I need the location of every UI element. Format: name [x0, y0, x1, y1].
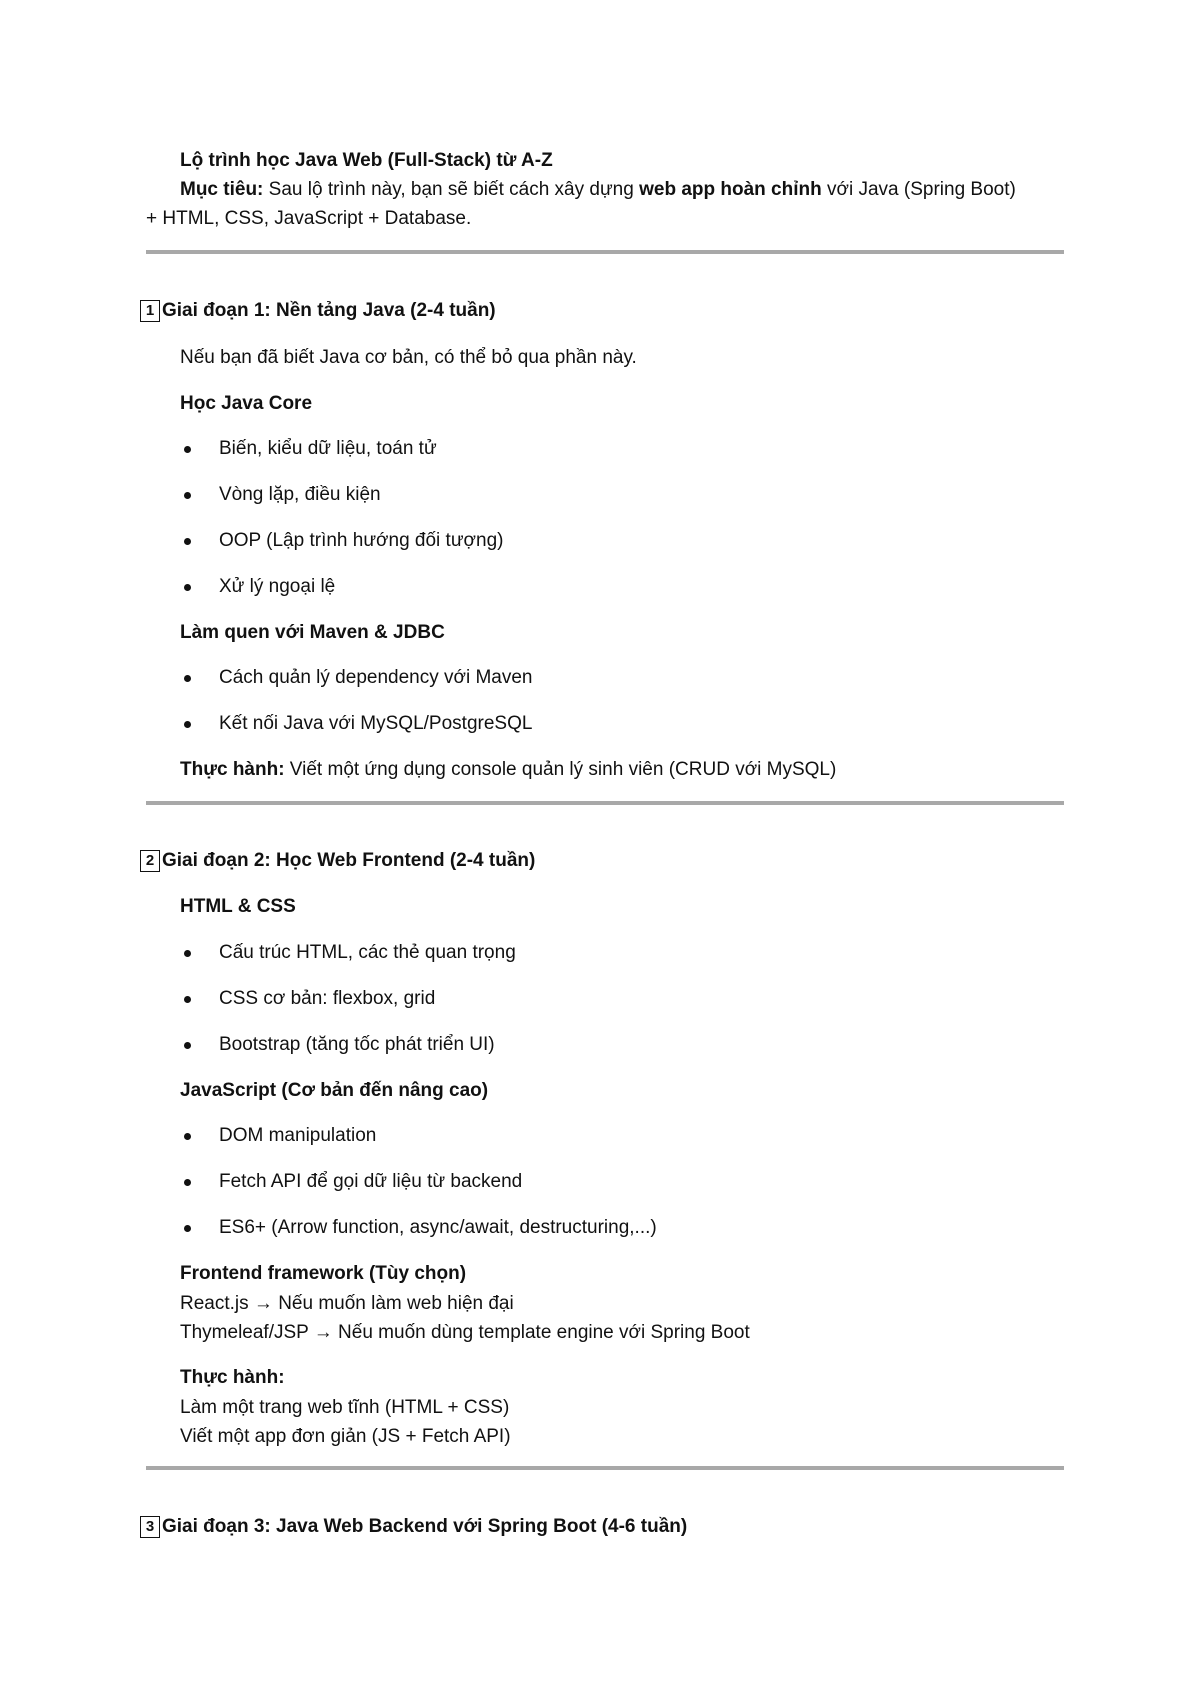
practice-text: Viết một ứng dụng console quản lý sinh viên (CRUD với MySQL) [284, 759, 837, 780]
divider [146, 250, 1064, 254]
list-item: Cách quản lý dependency với Maven [219, 667, 533, 688]
practice-line-1: Làm một trang web tĩnh (HTML + CSS) [180, 1397, 510, 1418]
bullet-icon [184, 1042, 191, 1049]
framework-line-2: Thymeleaf/JSP → Nếu muốn dùng template engine với Spring Boot [180, 1322, 750, 1343]
practice-line-2: Viết một app đơn giản (JS + Fetch API) [180, 1426, 511, 1447]
goal-bold: web app hoàn chỉnh [639, 179, 822, 200]
bullet-icon [184, 446, 191, 453]
practice-label: Thực hành: [180, 759, 285, 780]
bullet-icon [184, 538, 191, 545]
divider [146, 801, 1064, 805]
stage3-heading-text: Giai đoạn 3: Java Web Backend với Spring Boot (4-6 tuần) [162, 1516, 688, 1537]
bullet-icon [184, 1225, 191, 1232]
list-item: Cấu trúc HTML, các thẻ quan trọng [219, 942, 516, 963]
list-item: Kết nối Java với MySQL/PostgreSQL [219, 713, 533, 734]
bullet-icon [184, 492, 191, 499]
goal-line [180, 179, 1016, 201]
stage2-subheading-2: JavaScript (Cơ bản đến nâng cao) [180, 1080, 489, 1101]
bullet-icon [184, 950, 191, 957]
list-item: Vòng lặp, điều kiện [219, 484, 381, 505]
stage2-practice-label: Thực hành: [180, 1367, 285, 1388]
goal-line-2: + HTML, CSS, JavaScript + Database. [146, 208, 472, 229]
list-item: Bootstrap (tăng tốc phát triển UI) [219, 1034, 495, 1055]
stage3-heading [140, 1516, 687, 1538]
bullet-icon [184, 1179, 191, 1186]
stage1-heading-text: Giai đoạn 1: Nền tảng Java (2-4 tuần) [162, 300, 496, 321]
stage2-heading-text: Giai đoạn 2: Học Web Frontend (2-4 tuần) [162, 850, 536, 871]
bullet-icon [184, 1133, 191, 1140]
list-item: Xử lý ngoại lệ [219, 576, 336, 597]
goal-text-1: Sau lộ trình này, bạn sẽ biết cách xây dựng [263, 179, 640, 200]
list-item: Fetch API để gọi dữ liệu từ backend [219, 1171, 523, 1192]
bullet-icon [184, 584, 191, 591]
stage1-subheading-1: Học Java Core [180, 393, 313, 414]
goal-label: Mục tiêu: [180, 179, 264, 200]
page-title: Lộ trình học Java Web (Full-Stack) từ A-Z [180, 150, 553, 171]
stage1-practice [180, 759, 836, 781]
stage1-heading [140, 300, 496, 322]
divider [146, 1466, 1064, 1470]
bullet-icon [184, 996, 191, 1003]
list-item: ES6+ (Arrow function, async/await, destructuring,...) [219, 1217, 657, 1238]
bullet-icon [184, 675, 191, 682]
stage1-number-icon: 1 [140, 300, 160, 322]
stage1-subheading-2: Làm quen với Maven & JDBC [180, 622, 445, 643]
list-item: DOM manipulation [219, 1125, 377, 1146]
list-item: OOP (Lập trình hướng đối tượng) [219, 530, 504, 551]
stage1-note: Nếu bạn đã biết Java cơ bản, có thể bỏ qua phần này. [180, 347, 637, 368]
list-item: CSS cơ bản: flexbox, grid [219, 988, 436, 1009]
stage2-subheading-3: Frontend framework (Tùy chọn) [180, 1263, 467, 1284]
stage2-number-icon: 2 [140, 850, 160, 872]
stage2-subheading-1: HTML & CSS [180, 896, 296, 917]
goal-text-2: với Java (Spring Boot) [821, 179, 1016, 200]
bullet-icon [184, 721, 191, 728]
list-item: Biến, kiểu dữ liệu, toán tử [219, 438, 437, 459]
framework-line-1: React.js → Nếu muốn làm web hiện đại [180, 1293, 514, 1314]
stage3-number-icon: 3 [140, 1516, 160, 1538]
stage2-heading [140, 850, 535, 872]
